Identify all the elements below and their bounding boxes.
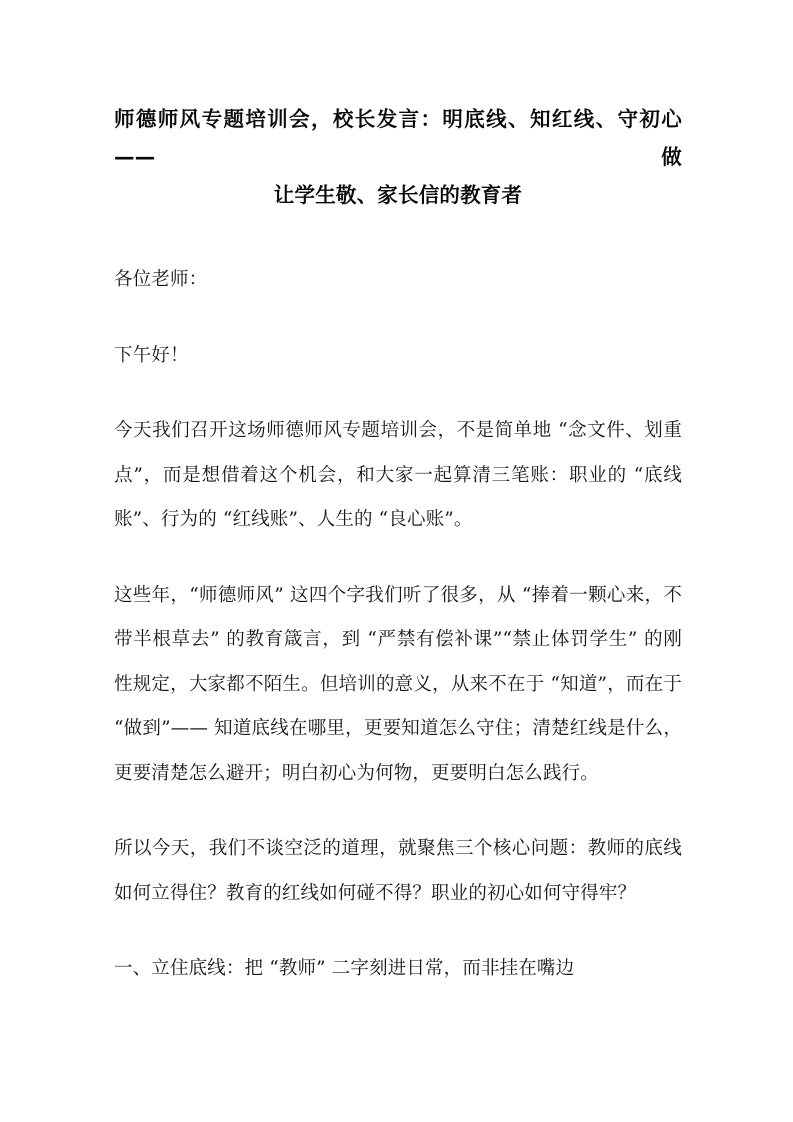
document-content (114, 100, 682, 992)
body-paragraph-1: 今天我们召开这场师德师风专题培训会，不是简单地 “念文件、划重点”，而是想借着这个机会，和大家一起算清三笔账：职业的 “底线账”、行为的 “红线账”、人生的 “良心账”。 (114, 420, 682, 530)
document-title (114, 100, 682, 214)
greeting-line: 下午好！ (114, 344, 189, 366)
document-body (114, 258, 682, 992)
body-paragraph-3: 所以今天，我们不谈空泛的道理，就聚焦三个核心问题：教师的底线如何立得住？教育的红线如何碰不得？职业的初心如何守得牢？ (114, 838, 682, 904)
section-heading-1: 一、立住底线：把 “教师” 二字刻进日常，而非挂在嘴边 (114, 958, 575, 979)
body-paragraph-2: 这些年，“师德师风” 这四个字我们听了很多，从 “捧着一颗心来，不带半根草去” 的教育箴言，到 “严禁有偿补课”“禁止体罚学生” 的刚性规定，大家都不陌生。但培训的意义，从来不在于 “知道”，而在于 “做到”—— 知道底线在哪里，更要知道怎么守住；清楚红线是什么，更要清楚怎么避开；明白初心为何物，更要明白怎么践行。 (114, 584, 682, 784)
salutation-line: 各位老师： (114, 269, 208, 290)
document-title-line-2: 让学生敬、家长信的教育者 (273, 183, 523, 207)
document-title-line-1: 师德师风专题培训会，校长发言：明底线、知红线、守初心 —— 做 (114, 107, 682, 169)
